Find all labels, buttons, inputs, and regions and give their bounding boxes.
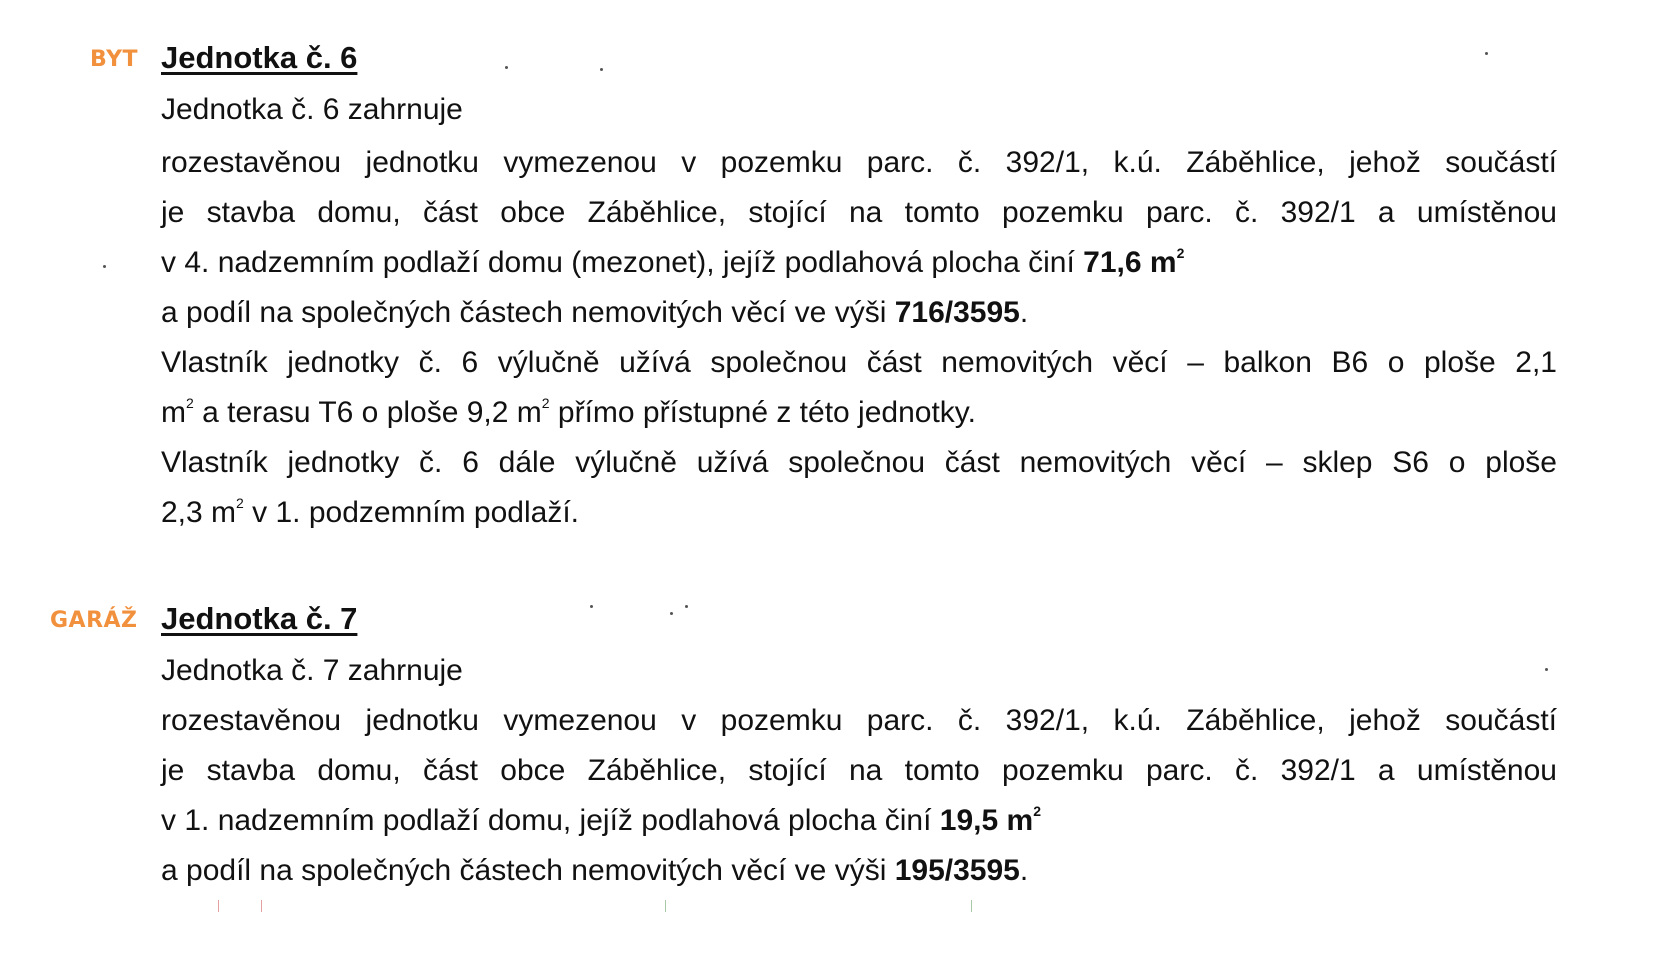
unit-7-intro: Jednotka č. 7 zahrnuje <box>161 654 463 687</box>
unit-7-line-1: rozestavěnou jednotku vymezenou v pozemku parc. č. 392/1, k.ú. Záběhlice, jehož součástí <box>161 704 1557 737</box>
unit-6-line-2: je stavba domu, část obce Záběhlice, stojící na tomto pozemku parc. č. 392/1 a umístěnou <box>161 196 1557 229</box>
scan-speck <box>1485 52 1488 55</box>
scan-speck <box>670 612 673 615</box>
unit-6-cellar-area: 2,3 m <box>161 496 237 529</box>
unit-7-share-period: . <box>1019 854 1029 887</box>
unit-6-floor-text: v 4. nadzemním podlaží domu (mezonet), jejíž podlahová plocha činí <box>161 246 1084 279</box>
unit-6-line-8 <box>161 495 579 531</box>
unit-6-area: 71,6 m <box>1083 246 1177 279</box>
unit-6-line-3 <box>161 245 1184 281</box>
scan-speck <box>600 68 603 71</box>
unit-6-balcony-unit: m <box>161 396 186 429</box>
unit-6-line-6 <box>161 395 976 431</box>
unit-6-area-sup: 2 <box>1176 245 1185 261</box>
scan-speck <box>103 265 106 268</box>
unit-7-share-text: a podíl na společných částech nemovitých věcí ve výši <box>161 854 895 887</box>
unit-7-area-sup: 2 <box>1033 803 1041 819</box>
unit-6-title: Jednotka č. 6 <box>161 40 358 75</box>
unit-6-balcony-sup: 2 <box>186 395 194 411</box>
unit-6-share: 716/3595 <box>894 296 1020 329</box>
scan-speck <box>590 605 593 608</box>
unit-6-share-text: a podíl na společných částech nemovitých věcí ve výši <box>161 296 895 329</box>
unit-6-line-4 <box>161 295 1028 331</box>
scan-speck <box>1545 668 1548 671</box>
unit-6-access-text: přímo přístupné z této jednotky. <box>549 396 976 429</box>
unit-7-share: 195/3595 <box>894 854 1020 887</box>
unit-6-intro: Jednotka č. 6 zahrnuje <box>161 93 463 126</box>
unit-6-line-7: Vlastník jednotky č. 6 dále výlučně užívá společnou část nemovitých věcí – sklep S6 o ploše <box>161 446 1557 479</box>
unit-6-terrace-text: a terasu T6 o ploše 9,2 m <box>193 396 542 429</box>
unit-6-line-5: Vlastník jednotky č. 6 výlučně užívá společnou část nemovitých věcí – balkon B6 o ploše 2,1 <box>161 346 1557 379</box>
unit-7-area: 19,5 m <box>939 804 1034 837</box>
scan-speck <box>685 605 688 608</box>
unit-7-title: Jednotka č. 7 <box>161 601 358 636</box>
unit-7-line-3 <box>161 803 1041 839</box>
unit-7-floor-text: v 1. nadzemním podlaží domu, jejíž podlahová plocha činí <box>161 804 940 837</box>
scan-artifact <box>218 900 262 912</box>
unit-7-line-4 <box>161 853 1028 889</box>
unit-6-line-1: rozestavěnou jednotku vymezenou v pozemku parc. č. 392/1, k.ú. Záběhlice, jehož součástí <box>161 146 1557 179</box>
scan-speck <box>505 66 508 69</box>
unit-6-terrace-sup: 2 <box>541 395 550 411</box>
scan-artifact <box>665 900 972 912</box>
unit-6-cellar-sup: 2 <box>236 495 244 511</box>
unit-6-cellar-text: v 1. podzemním podlaží. <box>243 496 579 529</box>
unit-6-share-period: . <box>1019 296 1029 329</box>
unit-7-tag: GARÁŽ <box>50 608 138 633</box>
unit-7-line-2: je stavba domu, část obce Záběhlice, stojící na tomto pozemku parc. č. 392/1 a umístěnou <box>161 754 1557 787</box>
unit-6-tag: BYT <box>90 47 139 72</box>
